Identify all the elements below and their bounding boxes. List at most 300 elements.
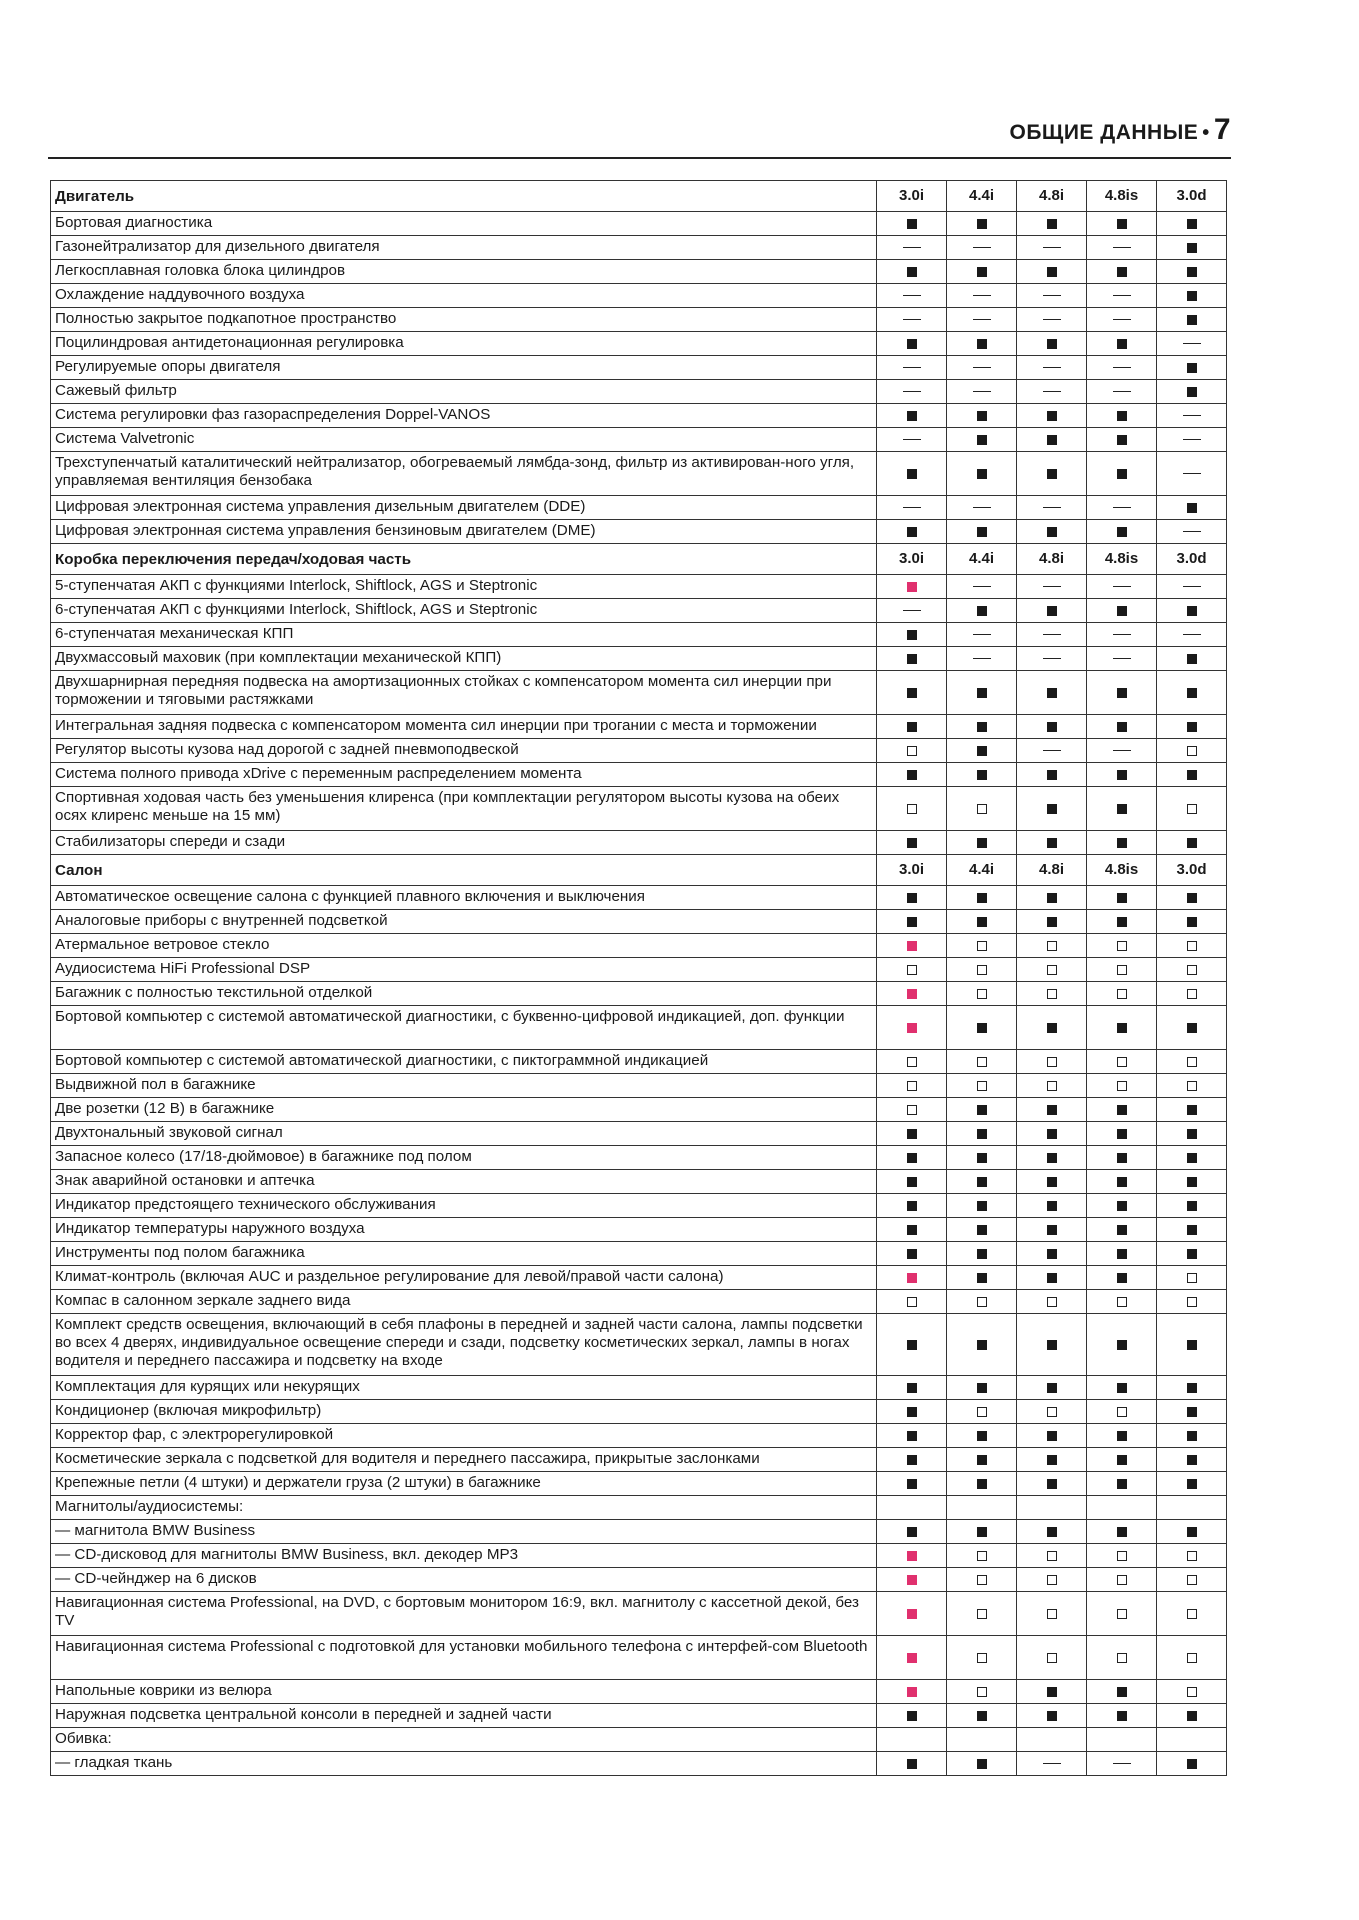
availability-cell [877,520,947,544]
standard-filled-square-icon [1117,917,1127,927]
availability-cell [877,1400,947,1424]
availability-cell [877,1006,947,1050]
feature-label: Напольные коврики из велюра [51,1680,877,1704]
availability-cell [1157,356,1227,380]
optional-empty-square-icon [1187,1297,1197,1307]
column-header: 4.4i [947,181,1017,212]
availability-cell [1157,520,1227,544]
availability-cell [1087,380,1157,404]
availability-cell [947,1592,1017,1636]
table-row [51,1074,1227,1098]
availability-cell [1087,332,1157,356]
standard-filled-square-icon [907,527,917,537]
feature-label: Полностью закрытое подкапотное пространство [51,308,877,332]
availability-cell [947,787,1017,831]
standard-filled-square-icon [1047,1201,1057,1211]
optional-empty-square-icon [1117,989,1127,999]
availability-cell [877,1098,947,1122]
not-available-dash-icon [973,507,991,508]
feature-label: Климат-контроль (включая AUC и раздельное регулирование для левой/правой части салона) [51,1266,877,1290]
not-available-dash-icon [1113,295,1131,296]
availability-cell [877,1592,947,1636]
table-row [51,356,1227,380]
table-row [51,308,1227,332]
availability-cell [1017,1242,1087,1266]
availability-cell [1017,212,1087,236]
feature-label: Комплект средств освещения, включающий в себя плафоны в передней и задней части салона, лампы подсветки во всех 4 дверях, индивидуальное освещение спереди и сзади, подсветку косметических зеркал, лампы в ногах водителя и переднего пассажира и подсветку на входе [51,1314,877,1376]
availability-cell [877,356,947,380]
standard-filled-square-icon [1047,469,1057,479]
table-row [51,1098,1227,1122]
feature-label: Инструменты под полом багажника [51,1242,877,1266]
availability-cell [1017,1218,1087,1242]
availability-cell [877,1314,947,1376]
table-row [51,1266,1227,1290]
standard-filled-square-icon [907,1340,917,1350]
availability-cell [877,1242,947,1266]
optional-empty-square-icon [1047,989,1057,999]
availability-cell [1157,380,1227,404]
feature-label: Сажевый фильтр [51,380,877,404]
availability-cell [947,1448,1017,1472]
standard-filled-square-icon [1117,804,1127,814]
column-header: 4.8i [1017,181,1087,212]
availability-cell [1017,1592,1087,1636]
standard-filled-square-icon [907,1383,917,1393]
feature-label: Знак аварийной остановки и аптечка [51,1170,877,1194]
availability-cell [947,1290,1017,1314]
standard-filled-square-icon [1187,770,1197,780]
table-row [51,787,1227,831]
availability-cell [1087,1146,1157,1170]
availability-cell [1087,404,1157,428]
feature-label: Регулятор высоты кузова над дорогой с задней пневмоподвеской [51,739,877,763]
standard-filled-square-icon [1047,1273,1057,1283]
optional-empty-square-icon [907,965,917,975]
availability-cell [1087,1680,1157,1704]
availability-cell [947,1194,1017,1218]
availability-cell [1017,428,1087,452]
standard-filled-square-icon [977,917,987,927]
feature-label: Выдвижной пол в багажнике [51,1074,877,1098]
availability-cell [877,1194,947,1218]
standard-filled-square-icon [1117,1527,1127,1537]
availability-cell [877,212,947,236]
availability-cell [1087,1098,1157,1122]
availability-cell [1017,520,1087,544]
standard-filled-square-icon [1117,1479,1127,1489]
availability-cell [1017,260,1087,284]
standard-filled-square-icon [1187,1479,1197,1489]
availability-cell [947,356,1017,380]
availability-cell [1087,496,1157,520]
availability-cell [1017,787,1087,831]
availability-cell [1017,1194,1087,1218]
availability-cell [877,958,947,982]
standard-highlighted-square-icon [907,1023,917,1033]
not-available-dash-icon [1113,319,1131,320]
availability-cell [877,1704,947,1728]
feature-label: 6-ступенчатая механическая КПП [51,623,877,647]
feature-label: Комплектация для курящих или некурящих [51,1376,877,1400]
spec-table [50,180,1227,1776]
optional-empty-square-icon [907,1105,917,1115]
availability-cell [877,1424,947,1448]
availability-cell [1087,1194,1157,1218]
feature-label: Запасное колесо (17/18-дюймовое) в багажнике под полом [51,1146,877,1170]
column-header: 4.8i [1017,855,1087,886]
standard-filled-square-icon [907,1153,917,1163]
feature-label: Аудиосистема HiFi Professional DSP [51,958,877,982]
standard-filled-square-icon [1047,1249,1057,1259]
not-available-dash-icon [1113,586,1131,587]
availability-cell [1157,428,1227,452]
availability-cell [1087,428,1157,452]
availability-cell [1017,1728,1087,1752]
availability-cell [1017,886,1087,910]
table-row [51,1424,1227,1448]
availability-cell [1087,647,1157,671]
standard-highlighted-square-icon [907,1551,917,1561]
standard-filled-square-icon [1117,219,1127,229]
not-available-dash-icon [973,658,991,659]
availability-cell [877,886,947,910]
feature-label: — CD-дисковод для магнитолы BMW Business, вкл. декодер MP3 [51,1544,877,1568]
availability-cell [1157,623,1227,647]
standard-filled-square-icon [1187,1177,1197,1187]
standard-filled-square-icon [907,1249,917,1259]
availability-cell [877,763,947,787]
standard-filled-square-icon [1117,1249,1127,1259]
standard-highlighted-square-icon [907,1687,917,1697]
availability-cell [947,623,1017,647]
table-row [51,575,1227,599]
not-available-dash-icon [1113,367,1131,368]
section-title: Коробка переключения передач/ходовая часть [51,544,877,575]
table-row [51,212,1227,236]
standard-filled-square-icon [1187,363,1197,373]
availability-cell [947,1098,1017,1122]
availability-cell [877,1728,947,1752]
standard-highlighted-square-icon [907,941,917,951]
not-available-dash-icon [973,319,991,320]
availability-cell [1017,1122,1087,1146]
standard-filled-square-icon [977,1105,987,1115]
standard-filled-square-icon [907,339,917,349]
availability-cell [1087,1242,1157,1266]
availability-cell [877,1496,947,1520]
optional-empty-square-icon [1187,1653,1197,1663]
availability-cell [1017,1472,1087,1496]
table-row [51,1194,1227,1218]
table-row [51,831,1227,855]
not-available-dash-icon [1043,319,1061,320]
availability-cell [1087,623,1157,647]
availability-cell [1087,1122,1157,1146]
not-available-dash-icon [1043,750,1061,751]
optional-empty-square-icon [977,941,987,951]
column-header: 4.4i [947,855,1017,886]
availability-cell [1087,934,1157,958]
standard-filled-square-icon [1117,1201,1127,1211]
standard-filled-square-icon [1117,1177,1127,1187]
availability-cell [1017,1314,1087,1376]
standard-filled-square-icon [907,1759,917,1769]
standard-filled-square-icon [1047,1340,1057,1350]
table-row [51,260,1227,284]
availability-cell [877,982,947,1006]
optional-empty-square-icon [1117,1653,1127,1663]
standard-filled-square-icon [1187,1201,1197,1211]
availability-cell [1087,260,1157,284]
availability-cell [877,284,947,308]
optional-empty-square-icon [1117,1057,1127,1067]
feature-label: Бортовой компьютер с системой автоматической диагностики, с буквенно-цифровой индикацией, доп. функции [51,1006,877,1050]
standard-filled-square-icon [907,1455,917,1465]
standard-filled-square-icon [1187,722,1197,732]
availability-cell [1087,1752,1157,1776]
not-available-dash-icon [1183,634,1201,635]
not-available-dash-icon [1183,531,1201,532]
availability-cell [1017,763,1087,787]
availability-cell [947,1544,1017,1568]
standard-filled-square-icon [1187,1249,1197,1259]
availability-cell [947,452,1017,496]
standard-filled-square-icon [907,411,917,421]
standard-filled-square-icon [907,219,917,229]
availability-cell [1087,1544,1157,1568]
standard-filled-square-icon [907,770,917,780]
availability-cell [1087,982,1157,1006]
availability-cell [947,332,1017,356]
availability-cell [877,575,947,599]
availability-cell [877,260,947,284]
availability-cell [1017,1636,1087,1680]
standard-filled-square-icon [1187,606,1197,616]
standard-filled-square-icon [977,1273,987,1283]
availability-cell [1157,787,1227,831]
feature-label: Две розетки (12 В) в багажнике [51,1098,877,1122]
availability-cell [1157,404,1227,428]
availability-cell [947,260,1017,284]
optional-empty-square-icon [1187,1575,1197,1585]
standard-filled-square-icon [907,469,917,479]
not-available-dash-icon [1043,391,1061,392]
standard-filled-square-icon [977,688,987,698]
availability-cell [947,1122,1017,1146]
availability-cell [1017,1704,1087,1728]
optional-empty-square-icon [977,1081,987,1091]
standard-filled-square-icon [1117,267,1127,277]
standard-filled-square-icon [907,267,917,277]
optional-empty-square-icon [977,1057,987,1067]
availability-cell [947,1314,1017,1376]
availability-cell [1087,787,1157,831]
availability-cell [1087,831,1157,855]
feature-label: Компас в салонном зеркале заднего вида [51,1290,877,1314]
table-row [51,1520,1227,1544]
standard-filled-square-icon [1187,219,1197,229]
section-title: Двигатель [51,181,877,212]
availability-cell [1087,1496,1157,1520]
availability-cell [1157,1544,1227,1568]
standard-filled-square-icon [1187,267,1197,277]
availability-cell [947,1752,1017,1776]
availability-cell [1017,1290,1087,1314]
standard-filled-square-icon [907,1479,917,1489]
table-row [51,496,1227,520]
availability-cell [1157,671,1227,715]
optional-empty-square-icon [977,1551,987,1561]
standard-filled-square-icon [1117,527,1127,537]
standard-filled-square-icon [1187,1527,1197,1537]
availability-cell [1087,1400,1157,1424]
not-available-dash-icon [1043,295,1061,296]
table-row [51,1728,1227,1752]
standard-filled-square-icon [907,1177,917,1187]
table-row [51,671,1227,715]
availability-cell [1157,1290,1227,1314]
standard-highlighted-square-icon [907,989,917,999]
standard-filled-square-icon [907,1225,917,1235]
column-header: 4.8is [1087,181,1157,212]
feature-label: Атермальное ветровое стекло [51,934,877,958]
feature-label: Двухшарнирная передняя подвеска на амортизационных стойках с компенсатором момента сил инерции при торможении и тяговыми растяжками [51,671,877,715]
standard-filled-square-icon [977,267,987,277]
table-row [51,236,1227,260]
availability-cell [1157,1472,1227,1496]
standard-filled-square-icon [1047,1383,1057,1393]
availability-cell [947,284,1017,308]
availability-cell [1157,260,1227,284]
table-row [51,1290,1227,1314]
availability-cell [1087,284,1157,308]
feature-label: Газонейтрализатор для дизельного двигателя [51,236,877,260]
availability-cell [947,934,1017,958]
table-row [51,1242,1227,1266]
column-header: 3.0d [1157,181,1227,212]
optional-empty-square-icon [907,746,917,756]
availability-cell [947,831,1017,855]
standard-highlighted-square-icon [907,582,917,592]
optional-empty-square-icon [1117,941,1127,951]
availability-cell [1017,1074,1087,1098]
availability-cell [1157,1122,1227,1146]
section-title: Салон [51,855,877,886]
availability-cell [947,1496,1017,1520]
standard-filled-square-icon [907,917,917,927]
standard-filled-square-icon [1047,606,1057,616]
standard-highlighted-square-icon [907,1609,917,1619]
availability-cell [1017,575,1087,599]
standard-filled-square-icon [1117,1023,1127,1033]
optional-empty-square-icon [977,804,987,814]
standard-filled-square-icon [977,722,987,732]
table-row [51,520,1227,544]
availability-cell [947,1242,1017,1266]
availability-cell [877,308,947,332]
availability-cell [947,886,1017,910]
availability-cell [877,332,947,356]
optional-empty-square-icon [1117,1407,1127,1417]
availability-cell [877,599,947,623]
availability-cell [1157,452,1227,496]
standard-filled-square-icon [907,1711,917,1721]
availability-cell [1017,1680,1087,1704]
availability-cell [947,1520,1017,1544]
title-separator: • [1202,122,1210,144]
availability-cell [1157,1170,1227,1194]
optional-empty-square-icon [1187,1687,1197,1697]
standard-highlighted-square-icon [907,1575,917,1585]
availability-cell [1087,1592,1157,1636]
optional-empty-square-icon [1117,1297,1127,1307]
availability-cell [1087,212,1157,236]
page-title: ОБЩИЕ ДАННЫЕ [1009,121,1199,144]
feature-label: Навигационная система Professional, на DVD, с бортовым монитором 16:9, вкл. магнитолу с кассетной декой, без TV [51,1592,877,1636]
availability-cell [1157,1636,1227,1680]
availability-cell [1087,1266,1157,1290]
availability-cell [877,1520,947,1544]
table-row [51,1218,1227,1242]
availability-cell [1157,1424,1227,1448]
availability-cell [877,1568,947,1592]
availability-cell [947,380,1017,404]
availability-cell [1087,671,1157,715]
section-header-row [51,544,1227,575]
standard-filled-square-icon [1047,1023,1057,1033]
table-row [51,623,1227,647]
not-available-dash-icon [903,610,921,611]
availability-cell [1157,1218,1227,1242]
feature-label: Косметические зеркала с подсветкой для водителя и переднего пассажира, прикрытые заслонками [51,1448,877,1472]
availability-cell [1157,575,1227,599]
availability-cell [877,236,947,260]
availability-cell [1157,1314,1227,1376]
feature-label: — магнитола BMW Business [51,1520,877,1544]
table-row [51,428,1227,452]
not-available-dash-icon [1113,391,1131,392]
standard-filled-square-icon [1047,267,1057,277]
feature-label: Бортовой компьютер с системой автоматической диагностики, с пиктограммной индикацией [51,1050,877,1074]
table-row [51,1050,1227,1074]
optional-empty-square-icon [1187,804,1197,814]
standard-filled-square-icon [907,893,917,903]
standard-filled-square-icon [907,722,917,732]
availability-cell [947,575,1017,599]
availability-cell [947,1050,1017,1074]
table-row [51,599,1227,623]
standard-filled-square-icon [1117,1225,1127,1235]
availability-cell [947,1704,1017,1728]
table-row [51,380,1227,404]
availability-cell [877,1448,947,1472]
column-header: 3.0d [1157,544,1227,575]
availability-cell [1157,1098,1227,1122]
standard-filled-square-icon [1187,1340,1197,1350]
optional-empty-square-icon [1187,1057,1197,1067]
standard-filled-square-icon [1047,1129,1057,1139]
standard-filled-square-icon [1117,688,1127,698]
availability-cell [1017,1752,1087,1776]
table-row [51,715,1227,739]
availability-cell [947,1424,1017,1448]
standard-filled-square-icon [1187,1129,1197,1139]
availability-cell [1017,1496,1087,1520]
optional-empty-square-icon [1047,1575,1057,1585]
not-available-dash-icon [973,295,991,296]
column-header: 3.0i [877,544,947,575]
